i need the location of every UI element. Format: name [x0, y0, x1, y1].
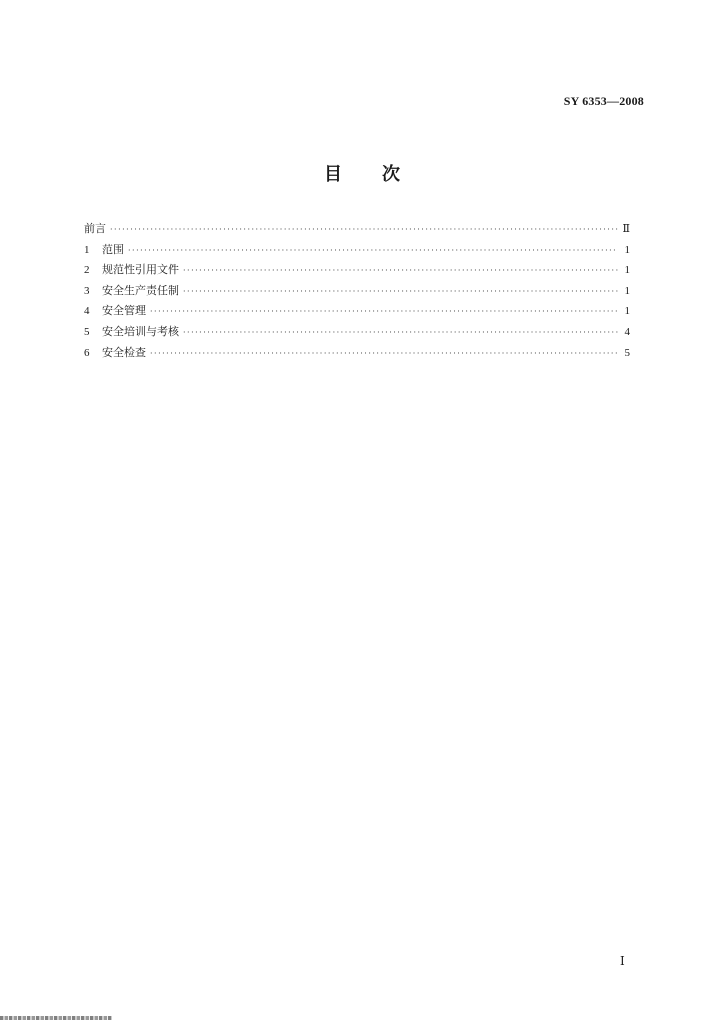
- toc-entry-page: 1: [624, 305, 630, 318]
- toc-entry-4[interactable]: [84, 301, 630, 322]
- toc-entry-3[interactable]: [84, 281, 630, 302]
- toc-entry-label: 安全培训与考核: [102, 324, 179, 338]
- toc-entry-2[interactable]: [84, 260, 630, 281]
- toc-entry-number: 6: [84, 346, 90, 359]
- leader-dots: [183, 323, 618, 344]
- table-of-contents: [84, 219, 630, 363]
- leader-dots: [128, 241, 618, 262]
- toc-entry-6[interactable]: [84, 343, 630, 364]
- scan-artifact: [0, 1016, 112, 1020]
- toc-entry-page: 1: [624, 243, 630, 256]
- toc-entry-number: 2: [84, 264, 90, 277]
- toc-entry-label: 前言: [84, 222, 106, 235]
- toc-entry-1[interactable]: [84, 240, 630, 261]
- title-char-1: 目: [324, 164, 342, 185]
- toc-entry-label: 范围: [102, 242, 124, 256]
- leader-dots: [110, 220, 618, 241]
- leader-dots: [183, 261, 618, 282]
- toc-entry-label: 安全管理: [102, 304, 146, 318]
- leader-dots: [150, 344, 618, 365]
- toc-entry-number: 1: [84, 243, 90, 256]
- toc-entry-page: 4: [624, 325, 630, 338]
- toc-entry-page: 1: [624, 284, 630, 297]
- title-char-2: 次: [382, 164, 400, 185]
- toc-entry-page: 5: [624, 346, 630, 359]
- toc-entry-page: 1: [624, 264, 630, 277]
- leader-dots: [183, 282, 618, 303]
- toc-entry-number: 3: [84, 284, 90, 297]
- toc-entry-page: Ⅱ: [622, 223, 630, 235]
- toc-entry-label: 安全检查: [102, 345, 146, 359]
- page-number: Ⅰ: [620, 954, 625, 968]
- toc-entry-number: 4: [84, 305, 90, 318]
- page-title: [0, 160, 724, 186]
- toc-entry-5[interactable]: [84, 322, 630, 343]
- leader-dots: [150, 302, 618, 323]
- toc-entry-foreword[interactable]: [84, 219, 630, 240]
- toc-entry-label: 安全生产责任制: [102, 283, 179, 297]
- standard-code: SY 6353—2008: [563, 94, 644, 108]
- toc-entry-label: 规范性引用文件: [102, 263, 179, 277]
- toc-entry-number: 5: [84, 325, 90, 338]
